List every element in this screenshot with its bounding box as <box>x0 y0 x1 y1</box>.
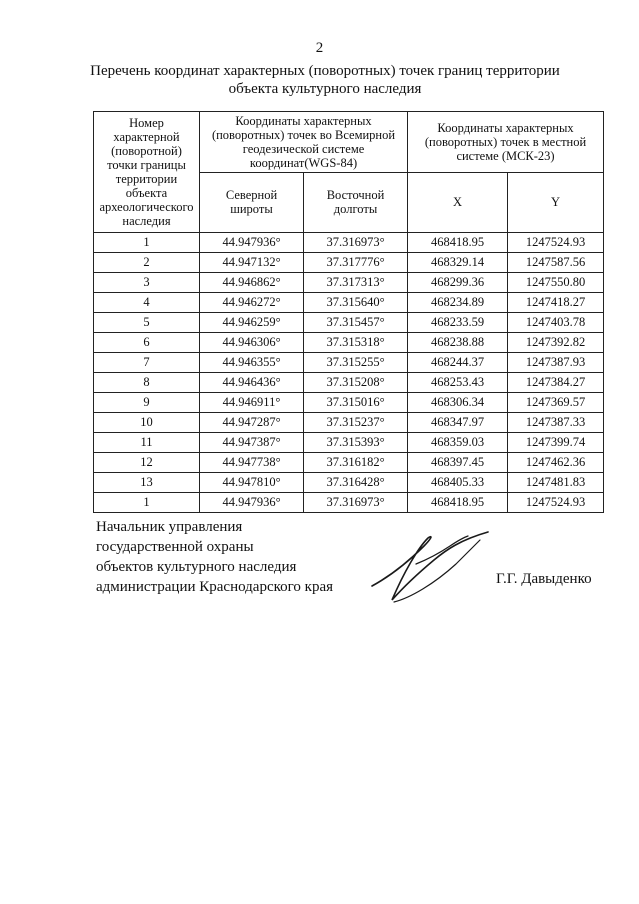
y-coordinate: 1247481.83 <box>508 473 604 493</box>
y-coordinate: 1247369.57 <box>508 393 604 413</box>
point-number: 2 <box>94 253 200 273</box>
table-row <box>94 233 604 253</box>
x-header: X <box>408 172 508 233</box>
x-coordinate: 468233.59 <box>408 313 508 333</box>
y-coordinate: 1247387.93 <box>508 353 604 373</box>
y-coordinate: 1247399.74 <box>508 433 604 453</box>
table-row <box>94 413 604 433</box>
x-coordinate: 468329.14 <box>408 253 508 273</box>
title-line-1: Перечень координат характерных (поворотных) точек границ территории <box>90 63 560 79</box>
longitude: 37.315237° <box>304 413 408 433</box>
title-line-2: объекта культурного наследия <box>228 81 422 97</box>
table-row <box>94 473 604 493</box>
longitude: 37.316973° <box>304 233 408 253</box>
x-coordinate: 468238.88 <box>408 333 508 353</box>
signer-name: Г.Г. Давыденко <box>496 571 592 587</box>
x-coordinate: 468347.97 <box>408 413 508 433</box>
longitude: 37.317776° <box>304 253 408 273</box>
y-coordinate: 1247524.93 <box>508 233 604 253</box>
y-coordinate: 1247392.82 <box>508 333 604 353</box>
y-coordinate: 1247403.78 <box>508 313 604 333</box>
latitude: 44.947387° <box>200 433 304 453</box>
point-number: 3 <box>94 273 200 293</box>
y-coordinate: 1247550.80 <box>508 273 604 293</box>
longitude: 37.316973° <box>304 493 408 513</box>
x-coordinate: 468253.43 <box>408 373 508 393</box>
latitude: 44.947738° <box>200 453 304 473</box>
table-row <box>94 293 604 313</box>
x-coordinate: 468359.03 <box>408 433 508 453</box>
x-coordinate: 468234.89 <box>408 293 508 313</box>
x-coordinate: 468418.95 <box>408 493 508 513</box>
point-number: 13 <box>94 473 200 493</box>
point-number: 1 <box>94 233 200 253</box>
latitude: 44.947810° <box>200 473 304 493</box>
y-coordinate: 1247462.36 <box>508 453 604 473</box>
latitude: 44.946259° <box>200 313 304 333</box>
latitude: 44.946436° <box>200 373 304 393</box>
longitude: 37.315255° <box>304 353 408 373</box>
point-number: 10 <box>94 413 200 433</box>
point-number: 12 <box>94 453 200 473</box>
document-title <box>60 62 590 98</box>
longitude: 37.315640° <box>304 293 408 313</box>
table-row <box>94 393 604 413</box>
latitude: 44.946862° <box>200 273 304 293</box>
y-coordinate: 1247524.93 <box>508 493 604 513</box>
table-header-row-1 <box>94 112 604 173</box>
latitude: 44.947132° <box>200 253 304 273</box>
table-row <box>94 373 604 393</box>
x-coordinate: 468397.45 <box>408 453 508 473</box>
longitude: 37.315208° <box>304 373 408 393</box>
latitude: 44.947936° <box>200 493 304 513</box>
north-latitude-header: Северной широты <box>200 172 304 233</box>
x-coordinate: 468306.34 <box>408 393 508 413</box>
longitude: 37.317313° <box>304 273 408 293</box>
table-row <box>94 353 604 373</box>
table-body <box>94 233 604 513</box>
x-coordinate: 468244.37 <box>408 353 508 373</box>
latitude: 44.946911° <box>200 393 304 413</box>
msk23-group-header: Координаты характерных (поворотных) точек в местной системе (МСК-23) <box>408 112 604 173</box>
longitude: 37.315457° <box>304 313 408 333</box>
x-coordinate: 468418.95 <box>408 233 508 253</box>
position-line: администрации Краснодарского края <box>96 579 334 595</box>
y-coordinate: 1247418.27 <box>508 293 604 313</box>
point-number: 7 <box>94 353 200 373</box>
latitude: 44.947287° <box>200 413 304 433</box>
point-number: 8 <box>94 373 200 393</box>
table-row <box>94 253 604 273</box>
position-line: объектов культурного наследия <box>96 559 297 575</box>
y-coordinate: 1247387.33 <box>508 413 604 433</box>
latitude: 44.946355° <box>200 353 304 373</box>
table-row <box>94 333 604 353</box>
longitude: 37.316182° <box>304 453 408 473</box>
point-number: 9 <box>94 393 200 413</box>
latitude: 44.946306° <box>200 333 304 353</box>
point-number: 4 <box>94 293 200 313</box>
y-header: Y <box>508 172 604 233</box>
east-longitude-header: Восточной долготы <box>304 172 408 233</box>
table-row <box>94 313 604 333</box>
coordinates-table <box>93 111 604 513</box>
y-coordinate: 1247587.56 <box>508 253 604 273</box>
latitude: 44.947936° <box>200 233 304 253</box>
longitude: 37.315016° <box>304 393 408 413</box>
position-line: Начальник управления <box>96 519 243 535</box>
latitude: 44.946272° <box>200 293 304 313</box>
table-row <box>94 493 604 513</box>
handwritten-signature <box>364 524 496 610</box>
point-number: 6 <box>94 333 200 353</box>
x-coordinate: 468299.36 <box>408 273 508 293</box>
point-number-header: Номер характерной (поворотной) точки границы территории объекта археологического наследия <box>94 112 200 233</box>
table-row <box>94 453 604 473</box>
longitude: 37.315318° <box>304 333 408 353</box>
point-number: 1 <box>94 493 200 513</box>
longitude: 37.316428° <box>304 473 408 493</box>
page-number: 2 <box>315 40 324 56</box>
point-number: 11 <box>94 433 200 453</box>
table-row <box>94 273 604 293</box>
longitude: 37.315393° <box>304 433 408 453</box>
y-coordinate: 1247384.27 <box>508 373 604 393</box>
x-coordinate: 468405.33 <box>408 473 508 493</box>
signatory-position <box>96 517 333 597</box>
wgs84-group-header: Координаты характерных (поворотных) точек во Всемирной геодезической системе координат(WGS-84) <box>200 112 408 173</box>
position-line: государственной охраны <box>96 539 254 555</box>
point-number: 5 <box>94 313 200 333</box>
table-row <box>94 433 604 453</box>
